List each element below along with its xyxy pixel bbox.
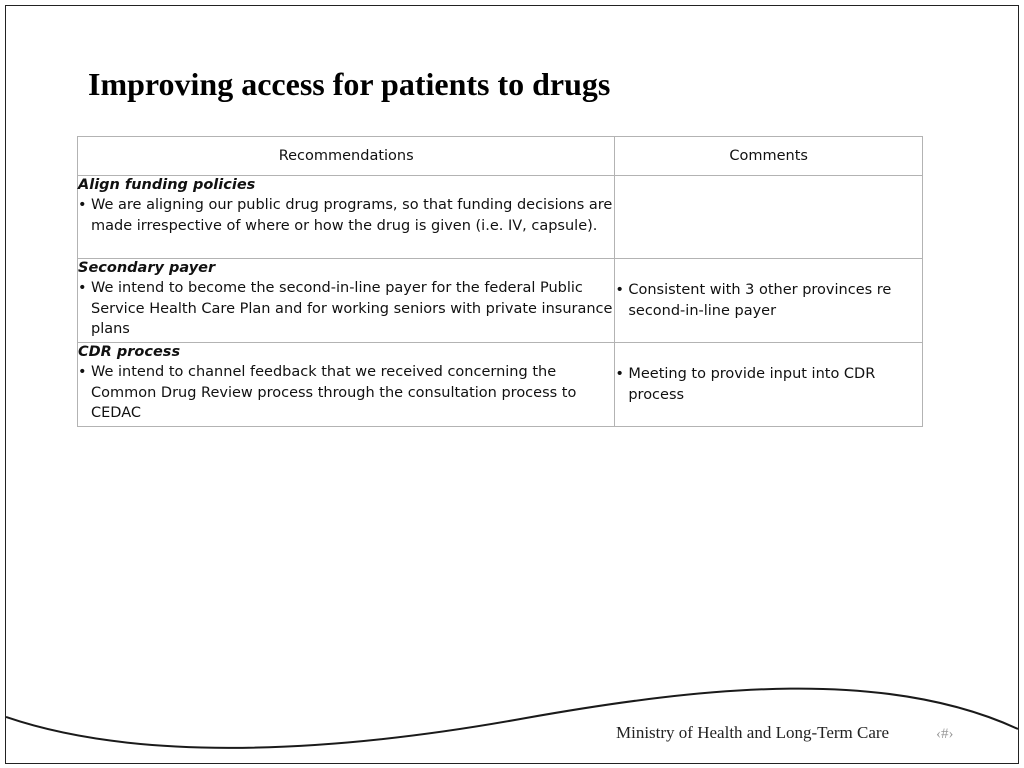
recommendation-heading: Secondary payer xyxy=(78,260,216,276)
comment-text: Consistent with 3 other provinces re second-in-line payer xyxy=(628,282,892,319)
bullet-icon: • xyxy=(615,366,624,382)
bullet-icon: • xyxy=(78,364,87,380)
slide xyxy=(5,5,1019,764)
recommendation-text: We are aligning our public drug programs, so that funding decisions are made irrespective of where or how the drug is given (i.e. IV, capsule). xyxy=(91,197,613,234)
recommendation-text: We intend to channel feedback that we received concerning the Common Drug Review process through the consultation process to CEDAC xyxy=(91,364,577,421)
bullet-icon: • xyxy=(78,197,87,213)
header-comments: Comments xyxy=(615,137,923,176)
slide-title: Improving access for patients to drugs xyxy=(88,66,611,102)
header-recommendations: Recommendations xyxy=(78,137,615,176)
comment-text: Meeting to provide input into CDR process xyxy=(628,366,876,403)
footer-ministry-name: Ministry of Health and Long-Term Care xyxy=(616,723,890,742)
recommendation-heading: CDR process xyxy=(78,344,181,360)
bullet-icon: • xyxy=(78,280,87,296)
footer-wave-decoration xyxy=(6,6,1018,763)
recommendation-heading: Align funding policies xyxy=(78,177,256,193)
recommendation-text: We intend to become the second-in-line payer for the federal Public Service Health Care Plan and for working seniors with private insurance plans xyxy=(91,280,613,337)
bullet-icon: • xyxy=(615,282,624,298)
slide-number-placeholder: ‹#› xyxy=(936,726,954,742)
